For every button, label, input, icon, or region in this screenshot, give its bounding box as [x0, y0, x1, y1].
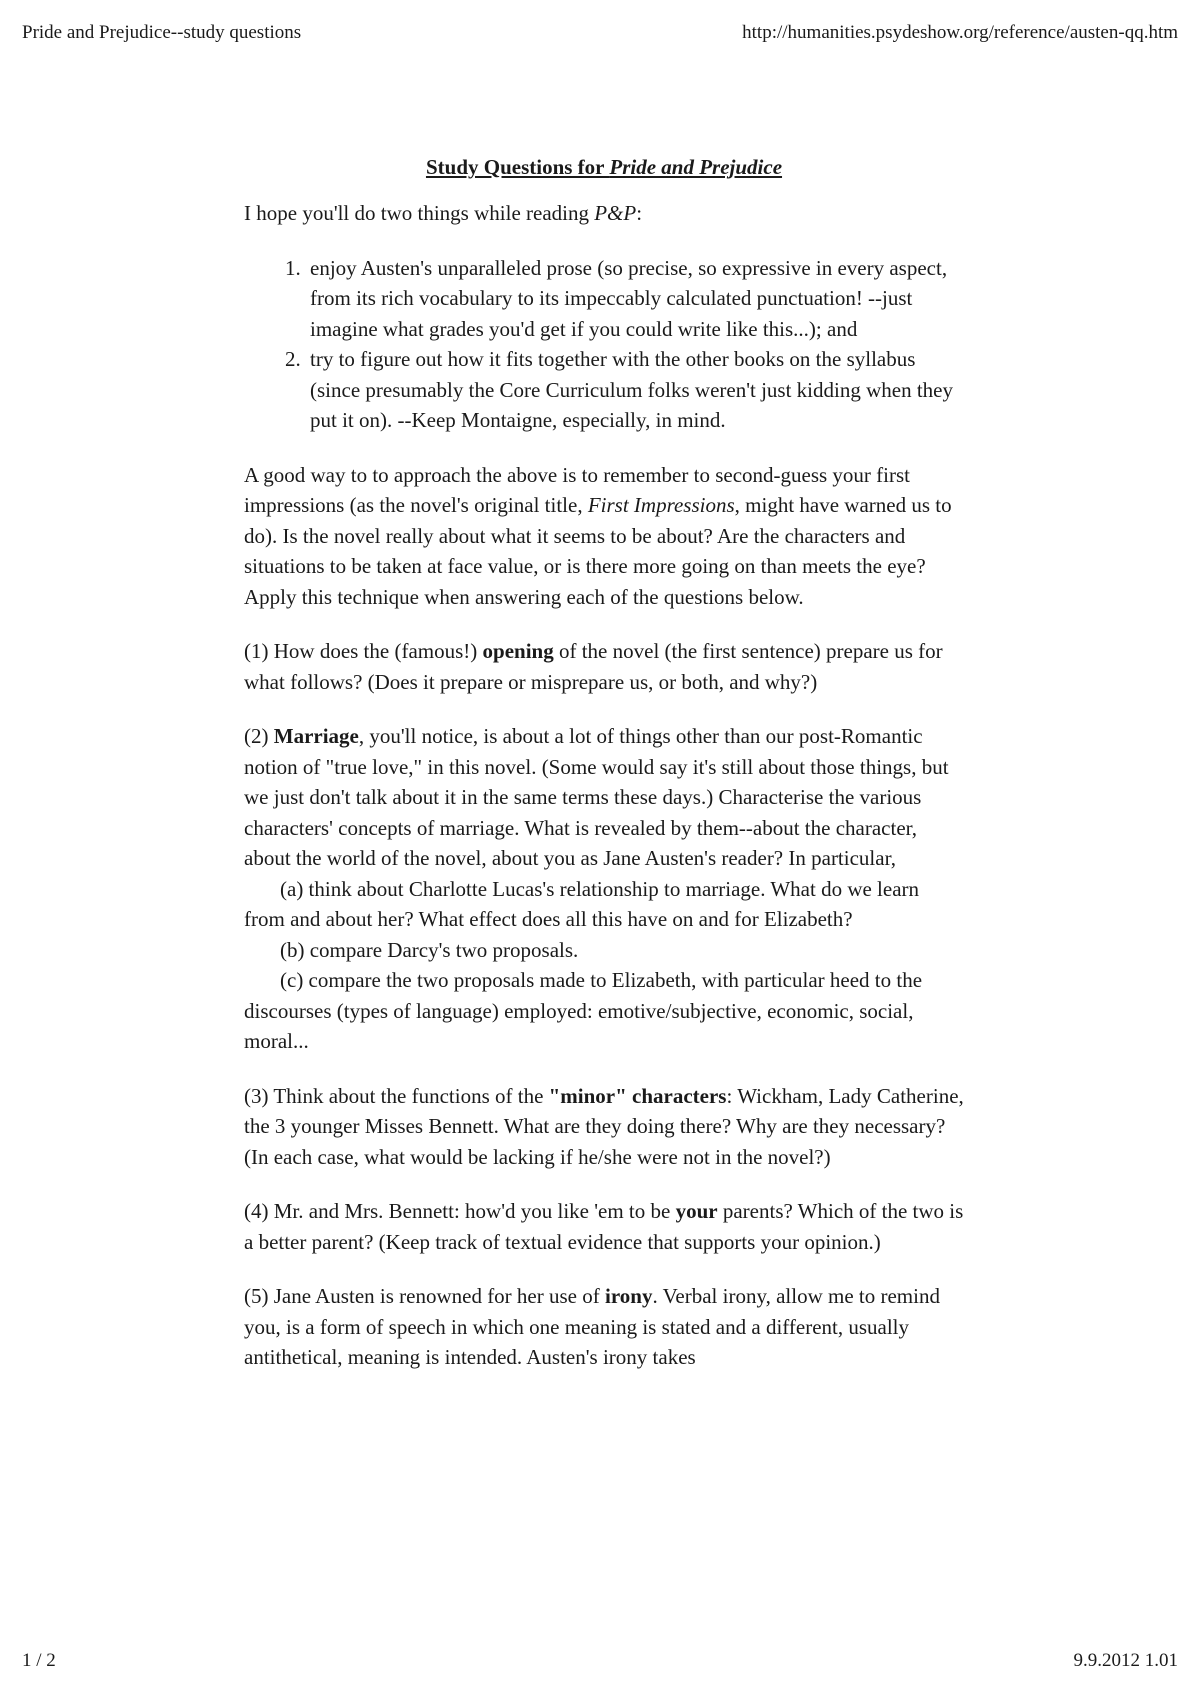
q3-part2: : Wickham, Lady Catherine, the 3 younger Misses Bennett. What are they doing there? Why are they necessary? (In each case, what would be lacking if he/she were not in the novel?)	[244, 1083, 964, 1169]
intro-abbrev: P&P	[594, 201, 637, 225]
title-prefix: Study Questions for	[425, 155, 610, 179]
intro-end: :	[636, 201, 643, 225]
question-2	[244, 721, 964, 1057]
q2-part1: (2)	[244, 724, 274, 748]
approach-part1: A good way to to approach the above is to remember to second-guess your first impressions (as the novel's original title,	[244, 462, 911, 517]
approach-part2: , might have warned us to do). Is the novel really about what it seems to be about? Are the characters and situations to be taken at face value, or is there more going on than meets the eye? Apply this technique when answering each of the questions below.	[244, 493, 952, 609]
q1-part1: (1) How does the (famous!)	[244, 639, 483, 663]
approach-original-title: First Impressions	[587, 493, 735, 517]
q2-keyword: Marriage	[273, 724, 359, 748]
q3-keyword: "minor" characters	[548, 1083, 727, 1108]
document-body	[244, 148, 964, 1397]
print-header-title: Pride and Prejudice--study questions	[22, 22, 302, 43]
q3-part1: (3) Think about the functions of the	[244, 1083, 549, 1108]
print-header-url: http://humanities.psydeshow.org/reference/austen-qq.htm	[742, 22, 1178, 43]
q4-part1: (4) Mr. and Mrs. Bennett: how'd you like 'em to be	[244, 1199, 676, 1223]
print-footer	[22, 1650, 1178, 1676]
question-5	[244, 1281, 964, 1373]
list-item: 2. try to figure out how it fits together with the other books on the syllabus (since presumably the Core Curriculum folks weren't just kidding when they put it on). --Keep Montaigne, especially, in mind.	[306, 344, 964, 436]
approach-paragraph	[244, 460, 964, 613]
page-title	[244, 152, 964, 182]
print-header	[22, 22, 1178, 48]
question-4	[244, 1196, 964, 1257]
q5-part1: (5) Jane Austen is renowned for her use of	[244, 1284, 605, 1308]
question-1	[244, 636, 964, 697]
title-book: Pride and Prejudice	[609, 155, 783, 179]
q1-keyword: opening	[482, 639, 554, 663]
q5-part2: . Verbal irony, allow me to remind you, is a form of speech in which one meaning is stated and a different, usually antithetical, meaning is intended. Austen's irony takes	[244, 1284, 940, 1369]
q4-part2: parents? Which of the two is a better parent? (Keep track of textual evidence that supports your opinion.)	[244, 1199, 964, 1254]
q4-keyword: your	[675, 1199, 718, 1223]
page-number: 1 / 2	[22, 1650, 56, 1671]
reading-goals-list	[244, 253, 964, 436]
list-item: 1. enjoy Austen's unparalleled prose (so precise, so expressive in every aspect, from its rich vocabulary to its impeccably calculated punctuation! --just imagine what grades you'd get if you could write like this...); and	[306, 253, 964, 345]
q2-sub-a: (a) think about Charlotte Lucas's relationship to marriage. What do we learn from and about her? What effect does all this have on and for Elizabeth?	[244, 876, 920, 931]
print-date: 9.9.2012 1.01	[1073, 1650, 1178, 1671]
question-3	[244, 1081, 964, 1173]
q2-part2: , you'll notice, is about a lot of things other than our post-Romantic notion of "true love," in this novel. (Some would say it's still about those things, but we just don't talk about it in the same terms these days.) Characterise the various characters' concepts of marriage. What is revealed by them--about the character, about the world of the novel, about you as Jane Austen's reader? In particular,	[244, 724, 949, 870]
q2-sub-b: (b) compare Darcy's two proposals.	[280, 937, 579, 962]
q1-part2: of the novel (the first sentence) prepare us for what follows? (Does it prepare or misprepare us, or both, and why?)	[244, 639, 943, 694]
q5-keyword: irony	[604, 1284, 653, 1308]
q2-sub-c: (c) compare the two proposals made to Elizabeth, with particular heed to the discourses (types of language) employed: emotive/subjective, economic, social, moral...	[244, 968, 923, 1053]
intro-paragraph	[244, 198, 964, 229]
intro-text: I hope you'll do two things while reading	[244, 201, 595, 225]
